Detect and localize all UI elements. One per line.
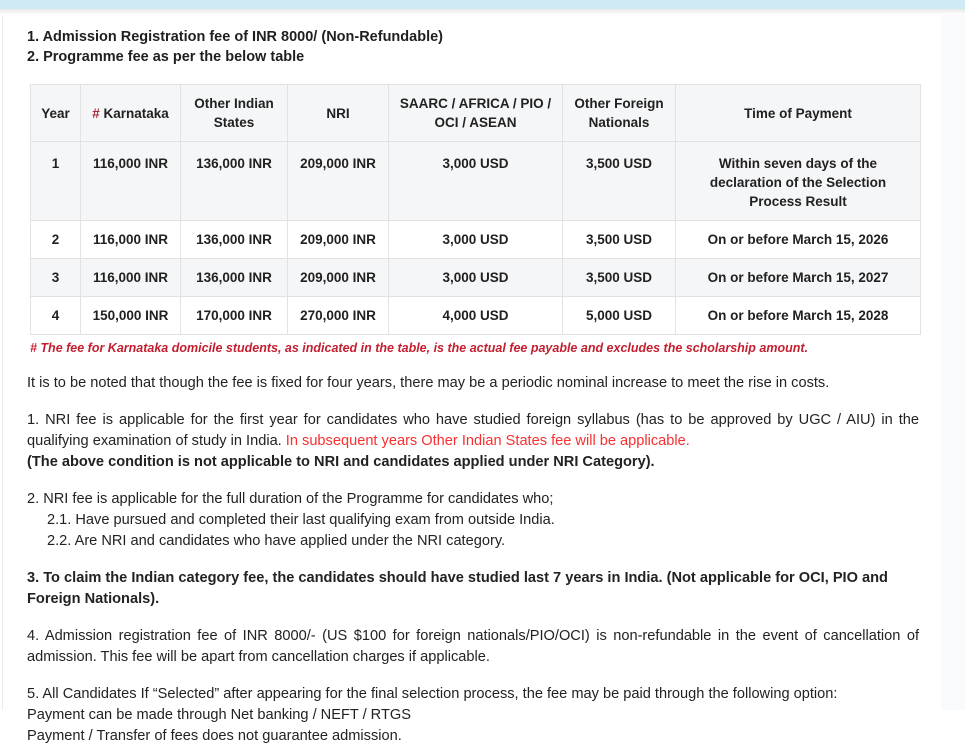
cell-other-indian-fee: 136,000 INR	[181, 142, 288, 221]
cell-karnataka-fee: 116,000 INR	[81, 259, 181, 297]
header-karnataka-label: Karnataka	[103, 105, 169, 121]
note-3: 3. To claim the Indian category fee, the candidates should have studied last 7 years in India. (Not applicable for OCI, PIO and Foreign Nationals).	[27, 570, 888, 607]
header-karnataka	[81, 85, 181, 142]
table-row	[31, 221, 921, 259]
karnataka-footnote: # The fee for Karnataka domicile students, as indicated in the table, is the actual fee payable and excludes the scholarship amount.	[30, 341, 808, 355]
cell-year: 1	[31, 142, 81, 221]
table-row	[31, 142, 921, 221]
cell-saarc-fee: 3,000 USD	[389, 142, 563, 221]
notes-block	[27, 373, 919, 747]
note-5-payment-method: Payment can be made through Net banking / NEFT / RTGS	[27, 707, 411, 723]
page-content	[0, 15, 965, 747]
note-1-bold-text: (The above condition is not applicable to NRI and candidates applied under NRI Category).	[27, 454, 655, 470]
header-other-indian-states: Other Indian States	[181, 85, 288, 142]
header-nri: NRI	[288, 85, 389, 142]
fee-table	[30, 84, 921, 335]
cell-karnataka-fee: 116,000 INR	[81, 221, 181, 259]
cell-saarc-fee: 3,000 USD	[389, 259, 563, 297]
table-row	[31, 297, 921, 335]
note-1-red-text: In subsequent years Other Indian States fee will be applicable.	[285, 433, 690, 449]
cell-time-of-payment: On or before March 15, 2026	[676, 221, 921, 259]
intro-line-1: 1. Admission Registration fee of INR 8000/ (Non-Refundable)	[27, 29, 443, 45]
header-year: Year	[31, 85, 81, 142]
note-4: 4. Admission registration fee of INR 8000/- (US $100 for foreign nationals/PIO/OCI) is non-refundable in the event of cancellation of admission. This fee will be apart from cancellation charges if applicable.	[27, 628, 919, 665]
hash-mark: #	[92, 105, 100, 121]
header-other-foreign-nationals: Other Foreign Nationals	[563, 85, 676, 142]
right-edge-strip	[941, 15, 965, 710]
table-row	[31, 259, 921, 297]
cell-other-foreign-fee: 5,000 USD	[563, 297, 676, 335]
cell-other-indian-fee: 170,000 INR	[181, 297, 288, 335]
cell-nri-fee: 270,000 INR	[288, 297, 389, 335]
intro-block	[27, 27, 919, 67]
cell-other-indian-fee: 136,000 INR	[181, 221, 288, 259]
header-time-of-payment: Time of Payment	[676, 85, 921, 142]
cell-other-indian-fee: 136,000 INR	[181, 259, 288, 297]
note-1	[27, 410, 919, 473]
fee-table-header	[31, 85, 921, 142]
cell-karnataka-fee: 150,000 INR	[81, 297, 181, 335]
fee-table-body	[31, 142, 921, 335]
header-row	[31, 85, 921, 142]
note-2-2: 2.2. Are NRI and candidates who have applied under the NRI category.	[47, 533, 506, 549]
cell-nri-fee: 209,000 INR	[288, 259, 389, 297]
note-5: 5. All Candidates If “Selected” after appearing for the final selection process, the fee may be paid through the following option:	[27, 686, 838, 702]
cell-nri-fee: 209,000 INR	[288, 221, 389, 259]
cell-time-of-payment: Within seven days of the declaration of the Selection Process Result	[676, 142, 921, 221]
note-2: 2. NRI fee is applicable for the full duration of the Programme for candidates who;	[27, 491, 554, 507]
cell-nri-fee: 209,000 INR	[288, 142, 389, 221]
note-5-disclaimer: Payment / Transfer of fees does not guarantee admission.	[27, 728, 402, 744]
cell-time-of-payment: On or before March 15, 2028	[676, 297, 921, 335]
cell-year: 4	[31, 297, 81, 335]
cell-saarc-fee: 3,000 USD	[389, 221, 563, 259]
cell-saarc-fee: 4,000 USD	[389, 297, 563, 335]
header-saarc: SAARC / AFRICA / PIO / OCI / ASEAN	[389, 85, 563, 142]
left-edge-line	[2, 15, 3, 710]
cell-other-foreign-fee: 3,500 USD	[563, 142, 676, 221]
intro-line-2: 2. Programme fee as per the below table	[27, 49, 305, 65]
note-2-1: 2.1. Have pursued and completed their last qualifying exam from outside India.	[47, 512, 555, 528]
cell-year: 2	[31, 221, 81, 259]
cell-year: 3	[31, 259, 81, 297]
top-accent-bar	[0, 0, 965, 9]
note-periodic-increase: It is to be noted that though the fee is fixed for four years, there may be a periodic nominal increase to meet the rise in costs.	[27, 375, 830, 391]
cell-time-of-payment: On or before March 15, 2027	[676, 259, 921, 297]
note-1-text: 1. NRI fee is applicable for the first year for candidates who have studied foreign syllabus (has to be approved by UGC / AIU) in the qualifying examination of study in India.	[27, 412, 919, 449]
cell-karnataka-fee: 116,000 INR	[81, 142, 181, 221]
cell-other-foreign-fee: 3,500 USD	[563, 259, 676, 297]
cell-other-foreign-fee: 3,500 USD	[563, 221, 676, 259]
